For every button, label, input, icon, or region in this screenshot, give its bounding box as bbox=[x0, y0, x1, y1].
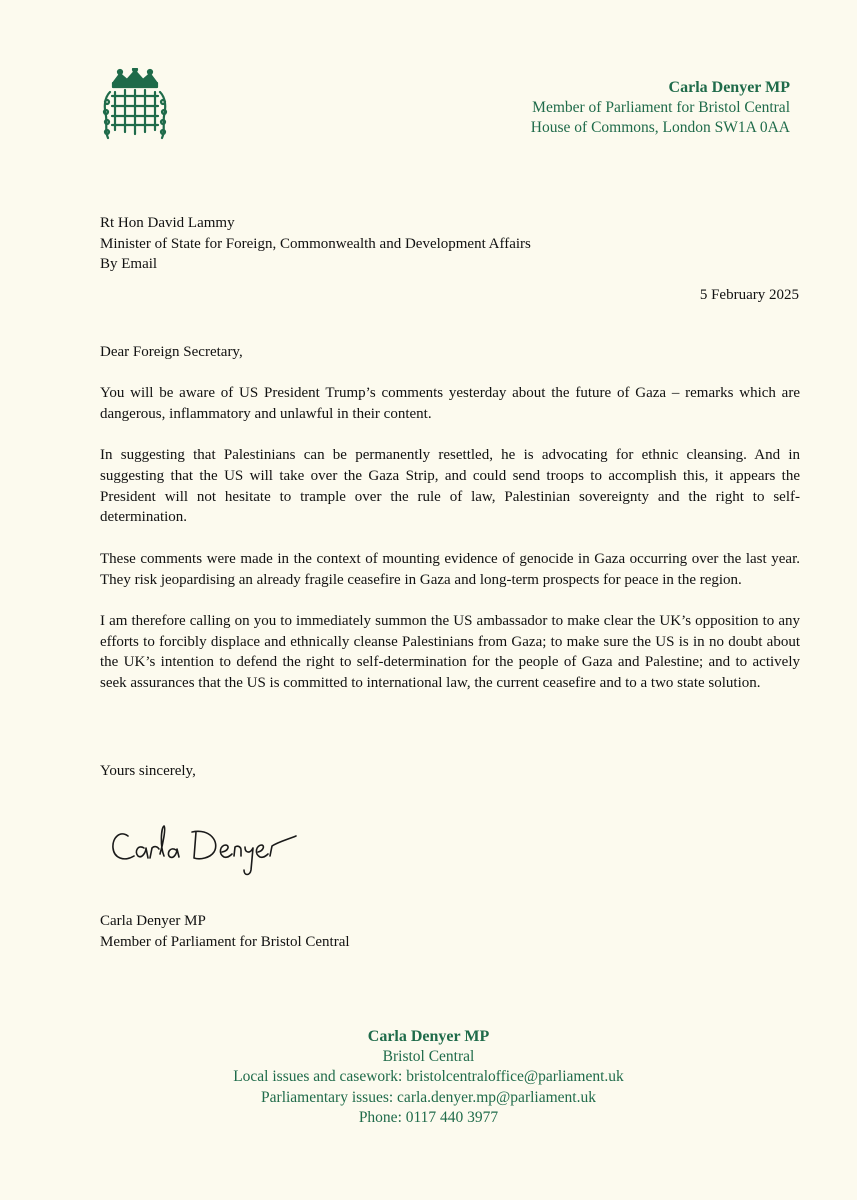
footer-contact bbox=[0, 1027, 857, 1128]
footer-local-issues: Local issues and casework: bristolcentraloffice@parliament.uk bbox=[233, 1068, 624, 1086]
portcullis-icon bbox=[100, 68, 170, 140]
sender-name: Carla Denyer MP bbox=[668, 79, 790, 96]
recipient-title: Minister of State for Foreign, Commonwealth and Development Affairs bbox=[100, 235, 531, 252]
recipient-block bbox=[100, 213, 531, 275]
handwritten-signature bbox=[110, 818, 300, 880]
body-paragraph: These comments were made in the context of mounting evidence of genocide in Gaza occurring over the last year. They risk jeopardising an already fragile ceasefire in Gaza and long-term prospects for peace in the region. bbox=[100, 550, 800, 588]
letter-body bbox=[100, 383, 800, 715]
sender-block bbox=[531, 78, 790, 138]
body-paragraph: I am therefore calling on you to immediately summon the US ambassador to make clear the UK’s opposition to any efforts to forcibly displace and ethnically cleanse Palestinians from Gaza; to make sure the US is in no doubt about the UK’s intention to defend the right to self-determination for the people of Gaza and Palestine; and to actively seek assurances that the US is committed to international law, the current ceasefire and to a two state solution. bbox=[100, 612, 800, 692]
recipient-name: Rt Hon David Lammy bbox=[100, 215, 235, 231]
signatory-role: Member of Parliament for Bristol Central bbox=[100, 933, 350, 950]
recipient-delivery: By Email bbox=[100, 256, 158, 272]
sender-role: Member of Parliament for Bristol Central bbox=[532, 99, 790, 116]
signatory-block bbox=[100, 911, 350, 952]
body-paragraph: In suggesting that Palestinians can be permanently resettled, he is advocating for ethnic cleansing. And in suggesting that the US will take over the Gaza Strip, and could send troops to accomplish this, it appears the President will not hesitate to trample over the rule of law, Palestinian sovereignty and the right to self-determination. bbox=[100, 447, 800, 526]
closing: Yours sincerely, bbox=[100, 763, 196, 779]
sender-address: House of Commons, London SW1A 0AA bbox=[530, 119, 790, 136]
footer-parliamentary-issues: Parliamentary issues: carla.denyer.mp@parliament.uk bbox=[261, 1088, 596, 1106]
salutation: Dear Foreign Secretary, bbox=[100, 344, 243, 360]
signatory-name: Carla Denyer MP bbox=[100, 913, 206, 929]
footer-name: Carla Denyer MP bbox=[367, 1028, 490, 1045]
letter-date: 5 February 2025 bbox=[699, 287, 799, 303]
footer-phone: Phone: 0117 440 3977 bbox=[358, 1108, 499, 1126]
footer-constituency: Bristol Central bbox=[382, 1048, 475, 1066]
body-paragraph: You will be aware of US President Trump’s comments yesterday about the future of Gaza – remarks which are dangerous, inflammatory and unlawful in their content. bbox=[100, 385, 800, 422]
